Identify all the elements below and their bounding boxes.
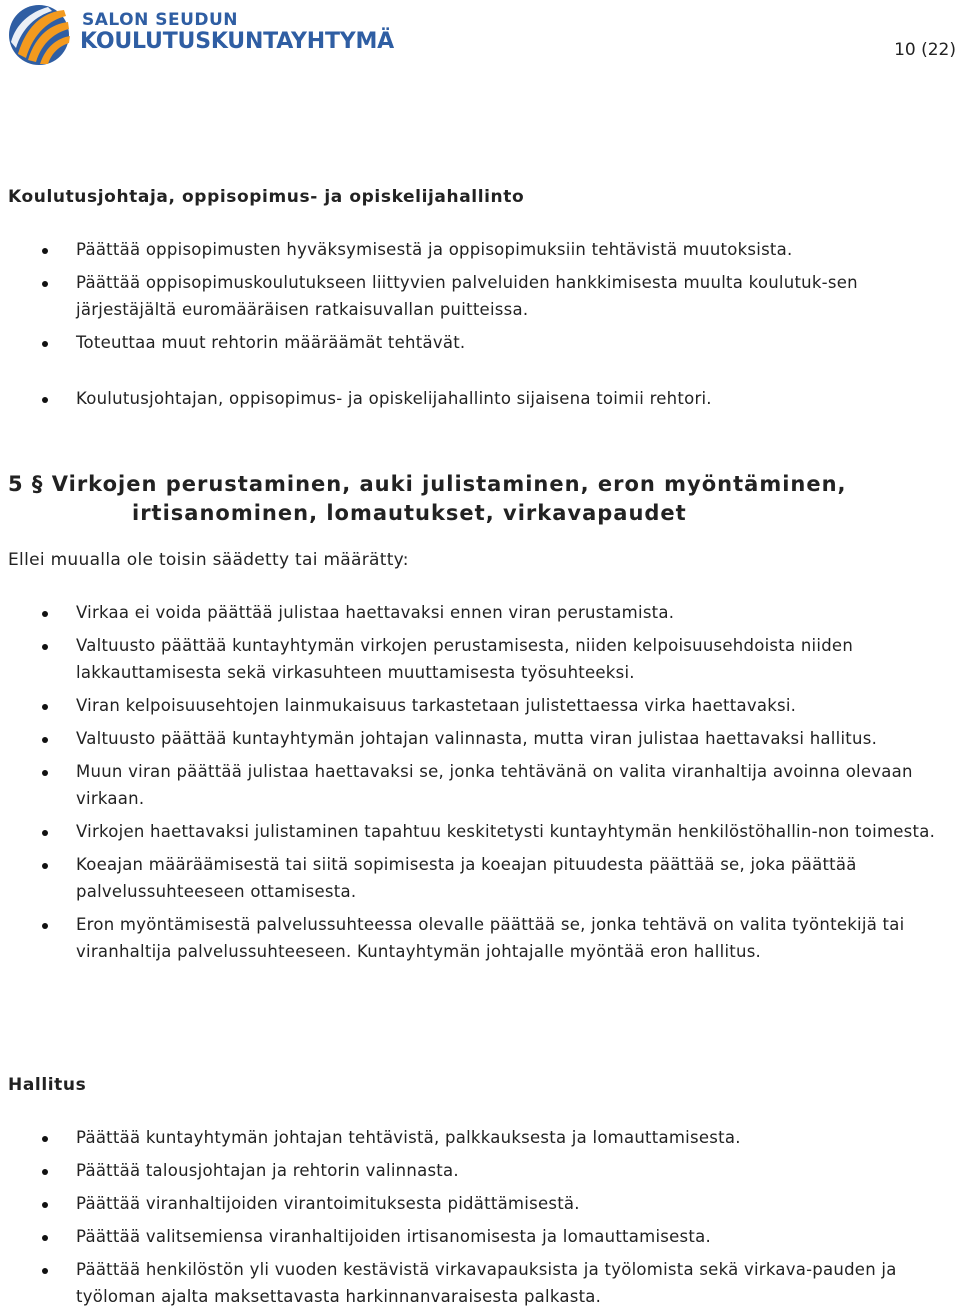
list-item: Valtuusto päättää kuntayhtymän virkojen perustamisesta, niiden kelpoisuusehdoista niiden lakkauttamisesta sekä virkasuhteen muuttamisesta työsuhteeksi. [0, 632, 940, 686]
list-item: Päättää kuntayhtymän johtajan tehtävistä, palkkauksesta ja lomauttamisesta. [0, 1124, 940, 1151]
list-item: Päättää oppisopimuskoulutukseen liittyvien palveluiden hankkimisesta muulta koulutuk-sen järjestäjältä euromääräisen ratkaisuvallan puitteissa. [0, 269, 940, 323]
bullet-icon [42, 248, 48, 254]
section5-list [0, 599, 940, 965]
bullet-icon [42, 770, 48, 776]
bullet-icon [42, 704, 48, 710]
list-item: Päättää talousjohtajan ja rehtorin valinnasta. [0, 1157, 940, 1184]
heading-hallitus: Hallitus [8, 1075, 87, 1095]
logo-text-line2: KOULUTUSKUNTAYHTYMÄ [80, 29, 394, 54]
bullet-icon [42, 644, 48, 650]
list-item: Virkaa ei voida päättää julistaa haettavaksi ennen viran perustamista. [0, 599, 940, 626]
logo-text-line1: SALON SEUDUN [82, 10, 239, 30]
section-title-line2: irtisanominen, lomautukset, virkavapaudet [132, 501, 687, 525]
bullet-icon [42, 397, 48, 403]
bullet-icon [42, 830, 48, 836]
list-item: Muun viran päättää julistaa haettavaksi se, jonka tehtävänä on valita viranhaltija avoinna olevaan virkaan. [0, 758, 940, 812]
bullet-icon [42, 1268, 48, 1274]
logo-emblem-icon [6, 2, 74, 68]
bullet-icon [42, 923, 48, 929]
list-item: Päättää oppisopimusten hyväksymisestä ja oppisopimuksiin tehtävistä muutoksista. [0, 236, 940, 263]
section-title-line1: 5 § Virkojen perustaminen, auki julistaminen, eron myöntäminen, [8, 472, 847, 496]
list-item: Koeajan määräämisestä tai siitä sopimisesta ja koeajan pituudesta päättää se, joka päättää palvelussuhteeseen ottamisesta. [0, 851, 940, 905]
page-number: 10 (22) [894, 40, 956, 60]
list-item: Viran kelpoisuusehtojen lainmukaisuus tarkastetaan julistettaessa virka haettavaksi. [0, 692, 940, 719]
list-item: Eron myöntämisestä palvelussuhteessa olevalle päättää se, jonka tehtävä on valita työntekijä tai viranhaltija palvelussuhteeseen. Kuntayhtymän johtajalle myöntää eron hallitus. [0, 911, 940, 965]
heading-koulutusjohtaja: Koulutusjohtaja, oppisopimus- ja opiskelijahallinto [8, 187, 525, 207]
bullet-icon [42, 1235, 48, 1241]
bullet-icon [42, 281, 48, 287]
bullet-icon [42, 1202, 48, 1208]
bullet-icon [42, 863, 48, 869]
list-item: Koulutusjohtajan, oppisopimus- ja opiskelijahallinto sijaisena toimii rehtori. [0, 385, 940, 412]
bullet-icon [42, 737, 48, 743]
koulutusjohtaja-list [0, 236, 940, 412]
bullet-icon [42, 1136, 48, 1142]
bullet-icon [42, 611, 48, 617]
section-title [8, 470, 908, 528]
list-item: Toteuttaa muut rehtorin määräämät tehtävät. [0, 329, 940, 356]
organization-logo [6, 2, 446, 68]
list-item: Päättää viranhaltijoiden virantoimituksesta pidättämisestä. [0, 1190, 940, 1217]
list-item: Päättää henkilöstön yli vuoden kestävistä virkavapauksista ja työlomista sekä virkava-pauden ja työloman ajalta maksettavasta harkinnanvaraisesta palkasta. [0, 1256, 940, 1310]
bullet-icon [42, 1169, 48, 1175]
list-item: Päättää valitsemiensa viranhaltijoiden irtisanomisesta ja lomauttamisesta. [0, 1223, 940, 1250]
hallitus-list [0, 1124, 940, 1310]
list-item: Virkojen haettavaksi julistaminen tapahtuu keskitetysti kuntayhtymän henkilöstöhallin-non toimesta. [0, 818, 940, 845]
section-intro: Ellei muualla ole toisin säädetty tai määrätty: [8, 550, 409, 570]
bullet-icon [42, 341, 48, 347]
list-item: Valtuusto päättää kuntayhtymän johtajan valinnasta, mutta viran julistaa haettavaksi hallitus. [0, 725, 940, 752]
